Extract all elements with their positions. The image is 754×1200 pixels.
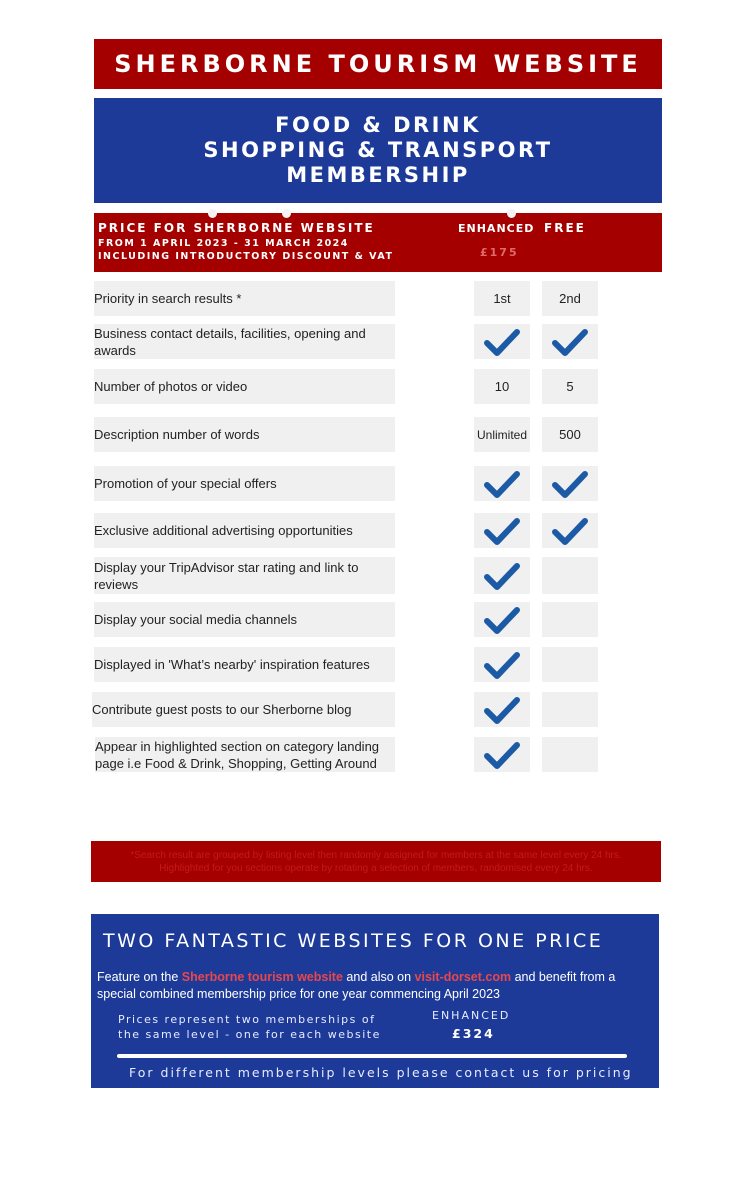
check-icon bbox=[484, 695, 520, 725]
enhanced-cell bbox=[474, 692, 530, 727]
check-icon bbox=[484, 561, 520, 591]
feature-label: Promotion of your special offers bbox=[94, 466, 395, 501]
free-cell: 2nd bbox=[542, 281, 598, 316]
footnote-line: Highlighted for you sections operate by rotating a selection of members, randomised every 24 hrs. bbox=[159, 862, 593, 874]
enhanced-cell bbox=[474, 324, 530, 359]
footnote-bar bbox=[91, 841, 661, 882]
check-icon bbox=[552, 516, 588, 546]
check-icon bbox=[484, 469, 520, 499]
decor-dot bbox=[208, 209, 217, 218]
combined-enhanced-price: £324 bbox=[452, 1026, 495, 1041]
price-label: PRICE FOR SHERBORNE WEBSITE bbox=[98, 221, 375, 235]
free-cell: 5 bbox=[542, 369, 598, 404]
feature-label: Number of photos or video bbox=[94, 369, 395, 404]
divider bbox=[117, 1054, 627, 1058]
free-column-header: FREE bbox=[544, 221, 586, 235]
free-cell bbox=[542, 513, 598, 548]
free-cell bbox=[542, 557, 598, 594]
contact-note: For different membership levels please contact us for pricing bbox=[129, 1065, 633, 1080]
enhanced-column-header: ENHANCED bbox=[458, 222, 535, 235]
check-icon bbox=[552, 469, 588, 499]
subtitle-line: MEMBERSHIP bbox=[286, 163, 470, 187]
check-icon bbox=[484, 650, 520, 680]
free-cell bbox=[542, 602, 598, 637]
enhanced-cell bbox=[474, 466, 530, 501]
feature-label: Description number of words bbox=[94, 417, 395, 452]
price-vat-note: INCLUDING INTRODUCTORY DISCOUNT & VAT bbox=[98, 251, 394, 262]
combined-description bbox=[97, 969, 653, 1003]
enhanced-cell: 10 bbox=[474, 369, 530, 404]
feature-label: Display your TripAdvisor star rating and link to reviews bbox=[94, 557, 395, 594]
membership-heading bbox=[94, 98, 662, 203]
check-icon bbox=[484, 605, 520, 635]
enhanced-cell bbox=[474, 557, 530, 594]
free-cell: 500 bbox=[542, 417, 598, 452]
combined-title: TWO FANTASTIC WEBSITES FOR ONE PRICE bbox=[103, 930, 604, 952]
text: and also on bbox=[342, 970, 415, 984]
free-cell bbox=[542, 324, 598, 359]
feature-label: Exclusive additional advertising opportunities bbox=[94, 513, 395, 548]
check-icon bbox=[484, 516, 520, 546]
feature-label: Business contact details, facilities, opening and awards bbox=[94, 324, 395, 359]
decor-dot bbox=[507, 209, 516, 218]
note-line: the same level - one for each website bbox=[118, 1028, 381, 1041]
enhanced-cell bbox=[474, 513, 530, 548]
text: Feature on the bbox=[97, 970, 182, 984]
sherborne-website-link[interactable]: Sherborne tourism website bbox=[181, 970, 343, 984]
text: and benefit from a special combined membership price for one year commencing April 2023 bbox=[97, 970, 616, 1001]
feature-label: Contribute guest posts to our Sherborne blog bbox=[92, 692, 395, 727]
decor-dot bbox=[282, 209, 291, 218]
enhanced-cell bbox=[474, 647, 530, 682]
enhanced-cell: 1st bbox=[474, 281, 530, 316]
price-header-bar bbox=[94, 213, 662, 272]
subtitle-line: SHOPPING & TRANSPORT bbox=[203, 138, 553, 162]
page-title: SHERBORNE TOURISM WEBSITE bbox=[94, 39, 662, 89]
visit-dorset-link[interactable]: visit-dorset.com bbox=[414, 970, 512, 984]
feature-label: Priority in search results * bbox=[94, 281, 395, 316]
subtitle-line: FOOD & DRINK bbox=[275, 113, 481, 137]
check-icon bbox=[484, 327, 520, 357]
enhanced-cell: Unlimited bbox=[474, 417, 530, 452]
combined-price-note bbox=[118, 1012, 381, 1042]
free-cell bbox=[542, 692, 598, 727]
enhanced-cell bbox=[474, 602, 530, 637]
price-date-range: FROM 1 APRIL 2023 - 31 MARCH 2024 bbox=[98, 238, 349, 249]
check-icon bbox=[552, 327, 588, 357]
free-cell bbox=[542, 466, 598, 501]
feature-label: Display your social media channels bbox=[94, 602, 395, 637]
enhanced-cell bbox=[474, 737, 530, 772]
footnote-line: *Search result are grouped by listing level then randomly assigned for members at the same level every 24 hrs. bbox=[130, 849, 622, 861]
enhanced-price: £175 bbox=[480, 246, 519, 259]
combined-offer-box bbox=[91, 914, 659, 1088]
combined-enhanced-label: ENHANCED bbox=[432, 1009, 511, 1022]
feature-label: Appear in highlighted section on category landing page i.e Food & Drink, Shopping, Getting Around bbox=[95, 737, 395, 772]
feature-label: Displayed in 'What’s nearby' inspiration features bbox=[94, 647, 395, 682]
note-line: Prices represent two memberships of bbox=[118, 1013, 376, 1026]
free-cell bbox=[542, 737, 598, 772]
check-icon bbox=[484, 740, 520, 770]
free-cell bbox=[542, 647, 598, 682]
